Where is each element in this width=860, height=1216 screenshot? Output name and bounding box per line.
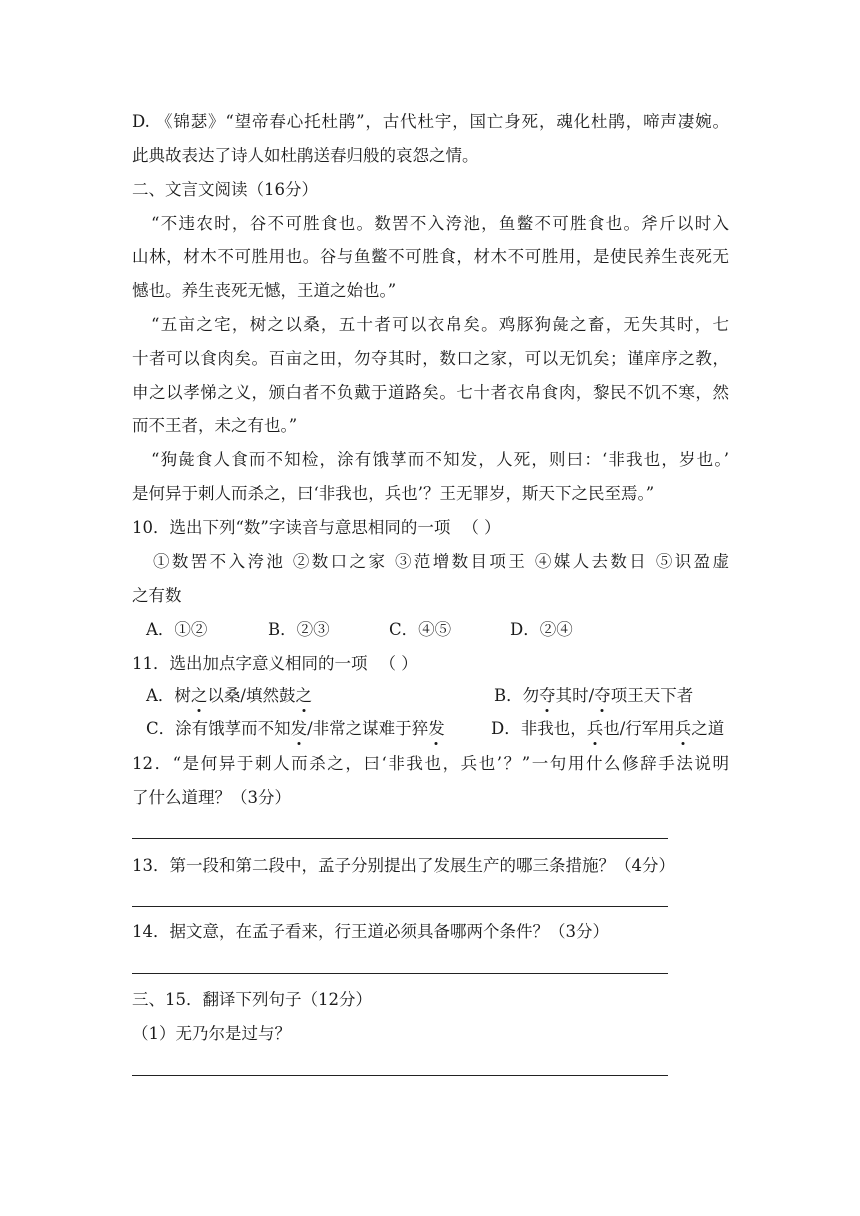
q11-option-c[interactable]	[146, 717, 445, 741]
q10-items	[153, 550, 729, 574]
q10-answer-paren: （ ）	[462, 518, 501, 537]
passage-line: “五亩之宅，树之以桑，五十者可以衣帛矣。鸡豚狗彘之畜，无失其时，七	[151, 315, 729, 334]
emphasis-dot-char: 之	[295, 684, 312, 708]
q10-item-3: ③范增数目项王	[394, 552, 528, 571]
passage-line: 十者可以食肉矣。百亩之田，勿夺其时，数口之家，可以无饥矣；谨庠序之教，	[132, 349, 729, 368]
q10-stem-text: 10．选出下列“数”字读音与意思相同的一项	[132, 518, 451, 537]
q11-option-a[interactable]	[146, 684, 312, 708]
emphasis-dot-char: 兵	[675, 717, 692, 741]
option-text: 项王天下者	[610, 686, 694, 705]
q10-option-c[interactable]: C．④⑤	[389, 620, 452, 639]
q13-answer-line[interactable]	[132, 906, 668, 907]
q14-answer-line[interactable]	[132, 973, 668, 974]
passage-line: 是何异于刺人而杀之，曰‘非我也，兵也’？王无罪岁，斯天下之民至焉。”	[132, 484, 655, 503]
q10-item-1: ①数罟不入洿池	[153, 552, 286, 571]
option-d-line2: 此典故表达了诗人如杜鹃送春归般的哀怨之情。	[132, 146, 479, 165]
translation-1-answer-line[interactable]	[132, 1075, 668, 1076]
option-d-line1: D. 《锦瑟》“望帝春心托杜鹃”，古代杜宇，国亡身死，魂化杜鹃，啼声凄婉。	[132, 112, 729, 131]
option-text: C．涂有饿莩而不知	[146, 719, 291, 738]
passage-line: 憾也。养生丧死无憾，王道之始也。”	[132, 281, 397, 300]
q12-answer-line[interactable]	[132, 838, 668, 839]
emphasis-dot-char: 之	[191, 684, 208, 708]
option-text: A．树	[146, 686, 191, 705]
question-13: 13．第一段和第二段中，孟子分别提出了发展生产的哪三条措施？（4分）	[132, 856, 675, 875]
q10-option-a[interactable]: A．①②	[146, 620, 208, 639]
q11-option-b[interactable]	[494, 684, 693, 708]
q10-items-wrap: 之有数	[132, 586, 182, 605]
q10-option-d[interactable]: D．②④	[510, 620, 573, 639]
passage-line: “狗彘食人食而不知检，涂有饿莩而不知发，人死，则曰：‘非我也，岁也。’	[151, 450, 729, 469]
option-text: 以桑/填然鼓	[207, 686, 296, 705]
q11-option-d[interactable]	[491, 717, 724, 741]
q10-item-5: ⑤识盈虚	[655, 552, 729, 571]
q10-option-b[interactable]: B．②③	[268, 620, 330, 639]
option-text: 之道	[691, 719, 725, 738]
emphasis-dot-char: 发	[291, 717, 308, 741]
section3-heading: 三、15．翻译下列句子（12分）	[132, 990, 372, 1009]
question-12-line2: 了什么道理？（3分）	[132, 788, 291, 807]
q10-item-2: ②数口之家	[292, 552, 388, 571]
option-text: D．非我也，	[491, 719, 587, 738]
passage-line: 山林，材木不可胜用也。谷与鱼鳖不可胜食，材木不可胜用，是使民养生丧死无	[132, 247, 729, 266]
passage-line: 申之以孝悌之义，颁白者不负戴于道路矣。七十者衣帛食肉，黎民不饥不寒，然	[132, 383, 729, 402]
translation-item-1: （1）无乃尔是过与？	[132, 1024, 291, 1043]
question-12-line1: 12．“是何异于刺人而杀之，曰‘非我也，兵也’？”一句用什么修辞手法说明	[132, 754, 729, 773]
section2-heading: 二、文言文阅读（16分）	[132, 180, 318, 199]
q11-answer-paren: （ ）	[379, 654, 418, 673]
passage-line: “不违农时，谷不可胜食也。数罟不入洿池，鱼鳖不可胜食也。斧斤以时入	[151, 214, 729, 233]
question-14: 14．据文意，在孟子看来，行王道必须具备哪两个条件？（3分）	[132, 922, 609, 941]
emphasis-dot-char: 发	[428, 717, 445, 741]
emphasis-dot-char: 夺	[539, 684, 556, 708]
question-10-stem	[132, 516, 501, 540]
question-11-stem	[132, 652, 418, 676]
option-text: 也/行军用	[603, 719, 675, 738]
emphasis-dot-char: 兵	[587, 717, 604, 741]
q10-item-4: ④媒人去数日	[534, 552, 649, 571]
option-text: 其时/	[555, 686, 595, 705]
passage-line: 而不王者，未之有也。”	[132, 416, 298, 435]
q11-stem-text: 11．选出加点字意义相同的一项	[132, 654, 368, 673]
option-text: B．勿	[494, 686, 540, 705]
emphasis-dot-char: 夺	[594, 684, 611, 708]
option-text: /非常之谋难于猝	[307, 719, 429, 738]
